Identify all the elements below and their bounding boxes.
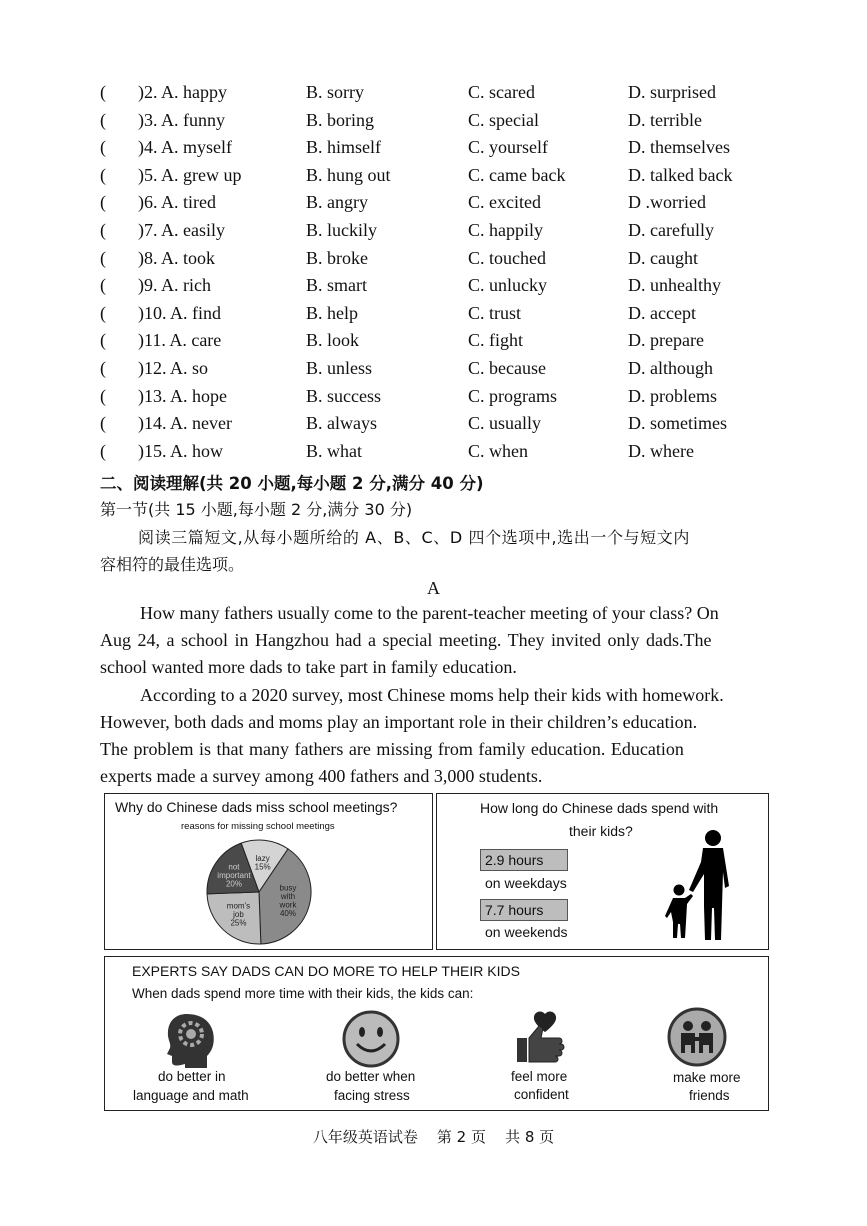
p1-line3: school wanted more dads to take part in family education. [100,657,517,677]
father-child-silhouette-icon [663,826,743,944]
experts-box [104,956,769,1111]
option-b: B. look [306,330,360,351]
option-d: D. where [628,440,694,461]
p2-line3: The problem is that many fathers are missing from family education. Education [100,739,684,759]
benefit1-line2: language and math [133,1088,249,1103]
weekday-label: on weekdays [485,875,567,891]
time-box-title-line2: their kids? [569,823,633,839]
option-a: )13. A. hope [138,385,227,406]
option-a: )6. A. tired [138,192,216,213]
option-a: )9. A. rich [138,275,211,296]
option-c: C. trust [468,302,522,323]
option-b: B. what [306,440,362,461]
pie-slice-label: work [279,900,297,910]
option-a: )8. A. took [138,247,216,268]
option-c: C. excited [468,192,541,213]
option-c: C. unlucky [468,275,547,296]
option-b: B. angry [306,192,368,213]
benefit2-line2: facing stress [334,1088,410,1103]
benefit3-line2: confident [514,1087,569,1102]
pie-slice-label: 15% [254,862,271,872]
option-a: )2. A. happy [138,82,227,102]
passage-letter: A [427,578,440,598]
option-d: D. carefully [628,220,714,240]
answer-paren[interactable]: ( [100,247,106,268]
option-a: )3. A. funny [138,109,225,130]
pie-slice-label: busy [279,883,297,893]
answer-paren[interactable]: ( [100,413,106,434]
answer-paren[interactable]: ( [100,109,106,130]
option-a: )10. A. find [138,302,221,323]
pie-slice-label: 20% [225,879,242,889]
option-d: D. accept [628,302,696,323]
answer-paren[interactable]: ( [100,302,106,323]
thumbs-up-heart-icon [515,1010,571,1066]
weekend-label: on weekends [485,924,568,940]
option-b: B. broke [306,247,368,268]
option-c: C. came back [468,164,566,185]
option-c: C. when [468,440,528,461]
option-a: )12. A. so [138,358,209,378]
option-a: )4. A. myself [138,137,232,158]
part-title: 第一节(共 15 小题,每小题 2 分,满分 30 分) [100,500,413,519]
pie-box-subtitle: reasons for missing school meetings [181,821,335,832]
pie-slice-label: lazy [255,853,270,863]
weekend-hours: 7.7 hours [480,899,568,921]
option-a: )14. A. never [138,413,232,434]
option-b: B. boring [306,109,375,130]
answer-paren[interactable]: ( [100,82,106,102]
smiley-face-icon [342,1010,400,1068]
time-box-title-line1: How long do Chinese dads spend with [480,800,719,816]
option-c: C. programs [468,385,557,406]
option-a: )11. A. care [138,330,222,351]
option-d: D. unhealthy [628,275,721,296]
answer-paren[interactable]: ( [100,358,106,378]
option-c: C. special [468,109,539,130]
head-gear-icon [165,1012,217,1068]
instructions-line2: 容相符的最佳选项。 [100,555,245,574]
p2-line4: experts made a survey among 400 fathers and 3,000 students. [100,766,543,786]
section-title: 二、阅读理解(共 20 小题,每小题 2 分,满分 40 分) [100,474,484,493]
pie-slice-label: with [280,892,296,902]
option-a: )5. A. grew up [138,164,242,185]
option-a: )15. A. how [138,440,223,461]
pie-slice-label: 25% [230,918,247,928]
answer-paren[interactable]: ( [100,164,106,185]
answer-paren[interactable]: ( [100,440,106,461]
pie-chart [199,832,319,952]
benefit4-line2: friends [689,1088,730,1103]
option-b: B. sorry [306,82,364,102]
option-d: D. sometimes [628,413,727,434]
pie-slice-label: mom's [226,901,251,911]
option-d: D. problems [628,385,717,406]
page-footer: 八年级英语试卷 第 2 页 共 8 页 [312,1128,555,1146]
pie-box-title: Why do Chinese dads miss school meetings? [115,799,398,815]
experts-subtitle: When dads spend more time with their kids, the kids can: [132,986,474,1001]
option-b: B. unless [306,358,373,378]
benefit4-line1: make more [673,1070,741,1085]
friends-icon [667,1007,727,1067]
answer-paren[interactable]: ( [100,385,106,406]
option-d: D .worried [628,192,706,213]
option-b: B. hung out [306,164,391,185]
pie-slice-label: not [228,862,240,872]
option-d: D. surprised [628,82,716,102]
benefit1-line1: do better in [158,1069,226,1084]
pie-chart-box [104,793,433,950]
benefit3-line1: feel more [511,1069,568,1084]
p2-line1: According to a 2020 survey, most Chinese moms help their kids with homework. [140,685,724,705]
p1-line1: How many fathers usually come to the parent-teacher meeting of your class? On [140,603,719,623]
option-b: B. luckily [306,220,377,240]
answer-paren[interactable]: ( [100,137,106,158]
instructions-line1: 阅读三篇短文,从每小题所给的 A、B、C、D 四个选项中,选出一个与短文内 [138,528,690,547]
option-c: C. scared [468,82,535,102]
answer-paren[interactable]: ( [100,275,106,296]
option-c: C. usually [468,413,542,434]
benefit2-line1: do better when [326,1069,416,1084]
option-c: C. touched [468,247,546,268]
option-d: D. terrible [628,109,702,130]
option-a: )7. A. easily [138,220,225,240]
answer-paren[interactable]: ( [100,220,106,240]
option-c: C. fight [468,330,524,351]
pie-slice-label: 40% [279,909,297,919]
experts-title: EXPERTS SAY DADS CAN DO MORE TO HELP THEIR KIDS [132,963,520,979]
option-b: B. success [306,385,381,406]
option-c: C. because [468,358,546,378]
option-d: D. caught [628,247,698,268]
option-d: D. talked back [628,164,733,185]
p1-line2: Aug 24, a school in Hangzhou had a special meeting. They invited only dads.The [100,630,712,650]
option-d: D. themselves [628,137,730,158]
weekday-hours: 2.9 hours [480,849,568,871]
option-d: D. prepare [628,330,704,351]
pie-slice-label: important [217,871,251,881]
option-b: B. always [306,413,377,434]
pie-slice-label: job [233,910,244,920]
option-b: B. himself [306,137,381,158]
option-d: D. although [628,358,713,378]
answer-paren[interactable]: ( [100,192,106,213]
option-b: B. smart [306,275,367,296]
option-b: B. help [306,302,358,323]
time-box [436,793,769,950]
p2-line2: However, both dads and moms play an important role in their children’s education. [100,712,698,732]
option-c: C. happily [468,220,543,240]
option-c: C. yourself [468,137,548,158]
answer-paren[interactable]: ( [100,330,106,351]
